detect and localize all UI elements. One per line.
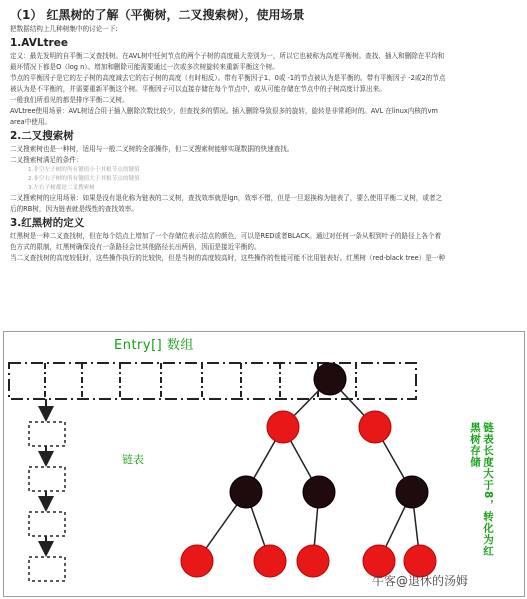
avl-paragraph: 最坏情况下都是O（log n）。增加和删除可能需要通过一次或多次树旋转来重新平衡这个树。 (10, 63, 279, 71)
avl-paragraph: AVLtree使用场景：AVL树适合用于插入删除次数比较少，但查找多的情况。插入删除导致很多的旋转，旋转是非常耗时的。AVL 在linux内核的vm (10, 107, 438, 115)
tree-node-black (314, 363, 346, 395)
entry-array (9, 363, 416, 399)
section-heading-rbt: 3.红黑树的定义 (10, 217, 85, 229)
article-title: （1） 红黑树的了解（平衡树，二叉搜索树），使用场景 (10, 8, 305, 22)
avl-paragraph: 节点的平衡因子是它的左子树的高度减去它的右子树的高度（有时相反）。带有平衡因子1、0或 -1的节点被认为是平衡的。带有平衡因子 -2或2的节点 (10, 74, 446, 82)
tree-node-black (230, 476, 262, 508)
bst-usage: 二叉搜索树的应用场景：如果是没有退化称为链表的二叉树，查找效率就是lgn，效率不错，但是一旦退换称为链表了，要么使用平衡二叉树，或者之 (10, 194, 443, 202)
list-node (29, 422, 65, 446)
treeify-note: 链表长度大于8，转化为红黑树存储 (469, 422, 494, 557)
bst-paragraph: 二叉搜索树也是一种树，适用与一般二叉树的全部操作，但二叉搜索树能够实现数据的快速查找。 (10, 145, 294, 153)
tree-node-red (267, 411, 299, 443)
list-node (29, 557, 65, 581)
list-node (29, 467, 65, 491)
entry-array-label: Entry[] 数组 (114, 338, 194, 353)
linked-list-label: 链表 (122, 453, 144, 466)
tree-node-red (181, 545, 213, 577)
tree-node-black (303, 476, 335, 508)
tree-nodes (181, 363, 436, 577)
avl-paragraph: area中使用。 (10, 118, 52, 126)
tree-node-red (359, 411, 391, 443)
intro-text: 把数据结构上几种树集中的讨论一下: (10, 25, 118, 33)
rbt-paragraph: 红黑树是一种二叉查找树，但在每个结点上增加了一个存储位表示结点的颜色，可以是RED或者BLACK。通过对任何一条从根到叶子的路径上各个着 (10, 232, 442, 240)
bst-condition: 3.左右子树都是二叉搜索树 (28, 185, 95, 191)
list-node (29, 512, 65, 536)
bst-usage: 后的RB树，因为链表就是线性的查找效率。 (10, 205, 138, 213)
section-heading-avl: 1.AVLtree (10, 37, 68, 49)
rbt-paragraph: 当二叉查找树的高度较低时，这些操作执行的比较快，但是当树的高度较高时，这些操作的性能可能不比用链表好。红黑树（red-black tree）是一种 (10, 254, 446, 262)
tree-node-red (297, 545, 329, 577)
linked-list (29, 399, 65, 581)
tree-node-black (396, 476, 428, 508)
rbt-paragraph: 色方式的限制，红黑树确保没有一条路径会比其他路径长出两倍，因而是接近平衡的。 (10, 243, 261, 251)
bst-condition: 2.非空右子树的所有键值大于其根节点的键值 (28, 176, 140, 182)
entry-array-dividers (45, 363, 356, 399)
tree-edges (197, 379, 420, 561)
bst-paragraph: 二叉搜索树满足的条件： (10, 156, 83, 164)
avl-paragraph: 被认为是不平衡的，并需要重新平衡这个树。平衡因子可以直接存储在每个节点中，或从可能存储在节点中的子树高度计算出来。 (10, 85, 386, 93)
hashmap-diagram (3, 331, 525, 597)
section-heading-bst: 2.二叉搜索树 (10, 130, 74, 142)
tree-node-red (254, 545, 286, 577)
watermark: 牛客@退休的汤姆 (372, 574, 469, 588)
avl-paragraph: 定义：最先发明的自平衡二叉查找树。在AVL树中任何节点的两个子树的高度最大差别为一，所以它也被称为高度平衡树。查找、插入和删除在平均和 (10, 52, 445, 60)
avl-paragraph: 一般我们所看见的都是排序平衡二叉树。 (10, 96, 129, 104)
bst-condition: 1.非空左子树的所有键值小于其根节点的键值 (28, 167, 140, 173)
diagram-canvas (4, 332, 524, 596)
